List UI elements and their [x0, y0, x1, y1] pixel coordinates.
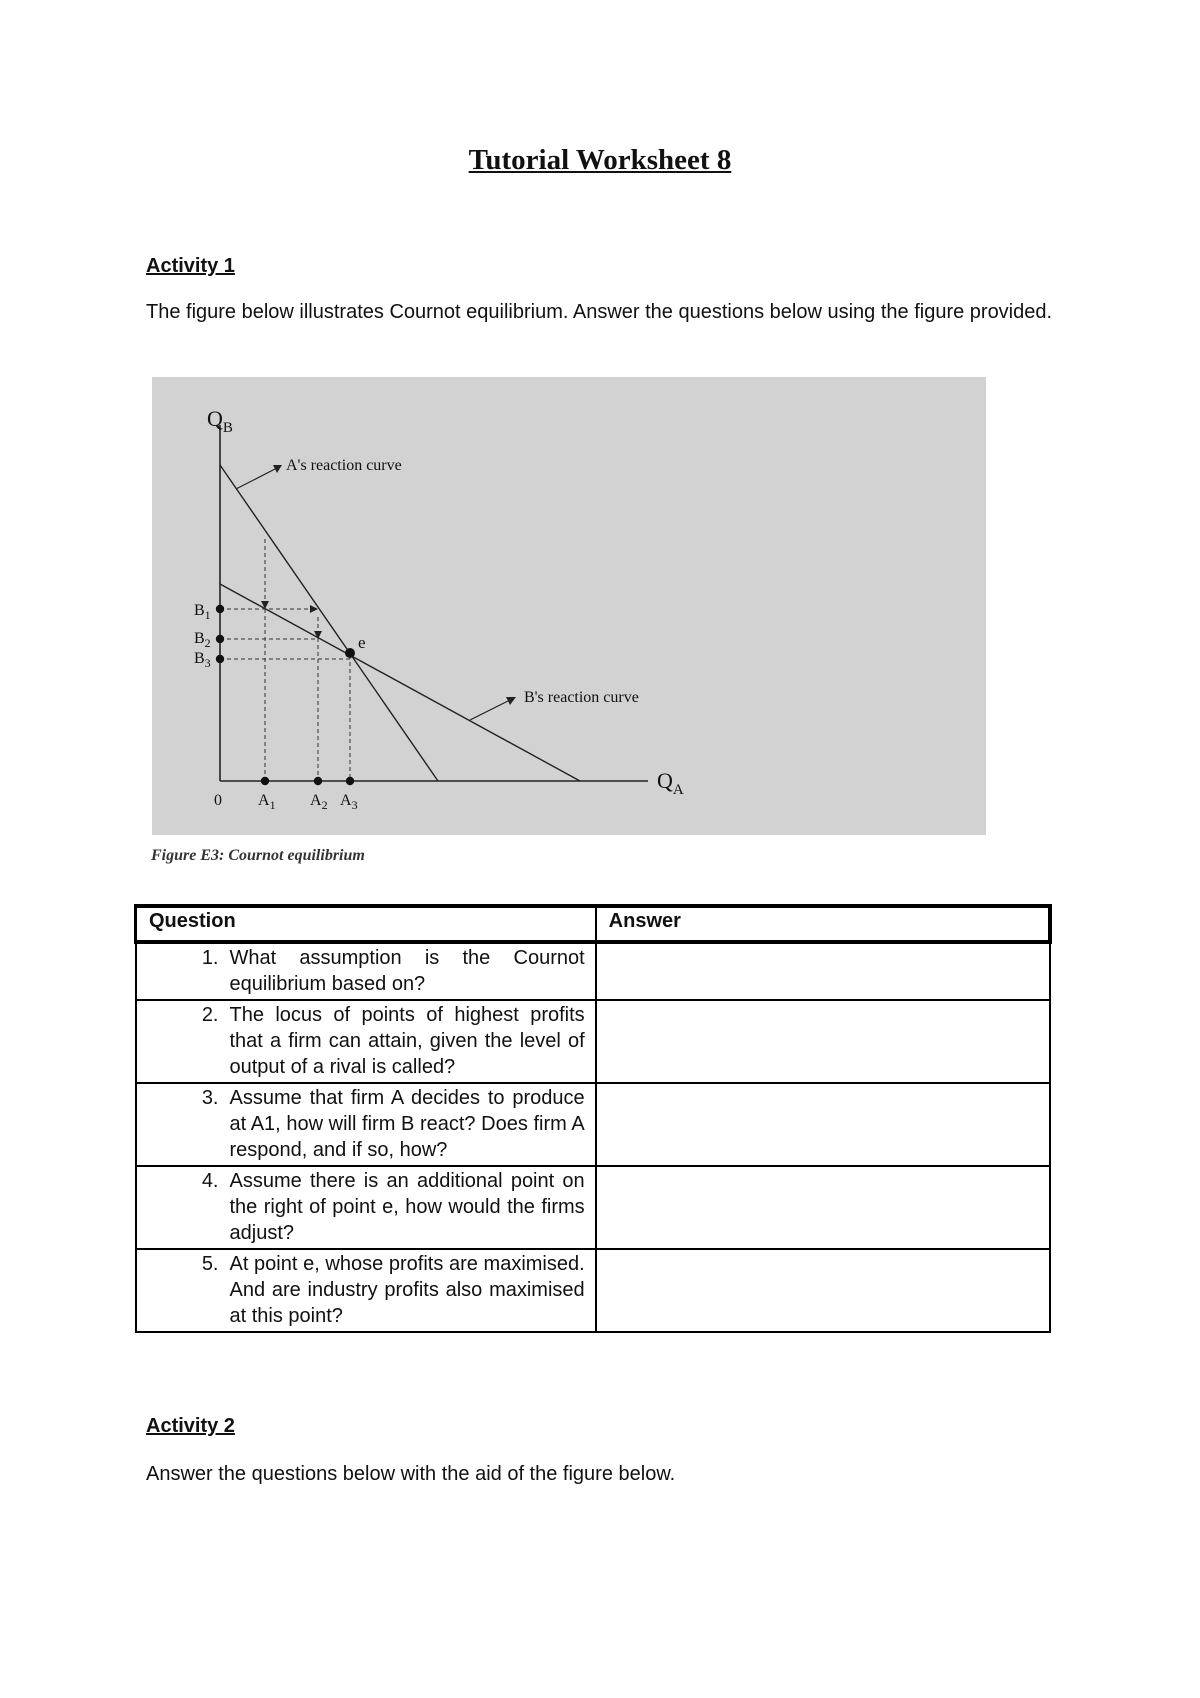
- a-reaction-label: A's reaction curve: [286, 457, 402, 474]
- question-cell: [136, 1249, 596, 1332]
- y-axis-label: $Q_B$: [207, 406, 233, 436]
- a1-label: $A_1$: [258, 792, 276, 812]
- a2-label: $A_2$: [310, 792, 328, 812]
- table-row: [136, 1166, 1051, 1249]
- question-number: 4.: [201, 1170, 219, 1192]
- question-text: Assume that firm A decides to produce at A1, how will firm B react? Does firm A respond, and if so, how?: [229, 1087, 585, 1161]
- origin-label: 0: [214, 792, 222, 809]
- table-row: [136, 1083, 1051, 1166]
- activity-1-intro: The figure below illustrates Cournot equilibrium. Answer the questions below using the figure provided.: [146, 301, 1053, 323]
- activity-2-heading: Activity 2: [146, 1415, 235, 1437]
- table-row: [136, 942, 1051, 1000]
- a3-label: $A_3$: [340, 792, 358, 812]
- question-text: Assume there is an additional point on the right of point e, how would the firms adjust?: [229, 1170, 585, 1244]
- answer-cell[interactable]: [596, 1166, 1050, 1249]
- question-text: At point e, whose profits are maximised. And are industry profits also maximised at this point?: [229, 1253, 585, 1327]
- question-number: 5.: [201, 1253, 219, 1275]
- question-cell: [136, 1166, 596, 1249]
- header-question: Question: [136, 906, 596, 942]
- activity-2-intro: Answer the questions below with the aid of the figure below.: [146, 1463, 676, 1485]
- header-answer: Answer: [596, 906, 1050, 942]
- cournot-diagram: [152, 377, 986, 835]
- question-cell: [136, 1083, 596, 1166]
- cournot-figure: [152, 377, 986, 835]
- x-axis-label: $Q_A$: [657, 768, 684, 798]
- answer-cell[interactable]: [596, 1083, 1050, 1166]
- page-title: Tutorial Worksheet 8: [468, 144, 732, 176]
- question-number: 3.: [201, 1087, 219, 1109]
- figure-caption: Figure E3: Cournot equilibrium: [151, 847, 365, 864]
- equilibrium-point: [345, 648, 355, 658]
- question-text: What assumption is the Cournot equilibrium based on?: [229, 947, 585, 995]
- question-number: 2.: [201, 1004, 219, 1026]
- answer-cell[interactable]: [596, 1000, 1050, 1083]
- questions-table: [134, 904, 1052, 1333]
- answer-cell[interactable]: [596, 942, 1050, 1000]
- b-reaction-label: B's reaction curve: [524, 689, 639, 706]
- equilibrium-label: e: [358, 633, 366, 652]
- b3-label: $B_3$: [194, 650, 211, 670]
- activity-1-heading: Activity 1: [146, 255, 235, 277]
- table-row: [136, 1249, 1051, 1332]
- question-cell: [136, 1000, 596, 1083]
- b1-label: $B_1$: [194, 602, 211, 622]
- table-row: [136, 1000, 1051, 1083]
- question-cell: [136, 942, 596, 1000]
- b2-label: $B_2$: [194, 630, 211, 650]
- table-header-row: [136, 906, 1051, 942]
- figure-background: [152, 377, 986, 835]
- question-text: The locus of points of highest profits that a firm can attain, given the level of output of a rival is called?: [229, 1004, 585, 1078]
- question-number: 1.: [201, 947, 219, 969]
- answer-cell[interactable]: [596, 1249, 1050, 1332]
